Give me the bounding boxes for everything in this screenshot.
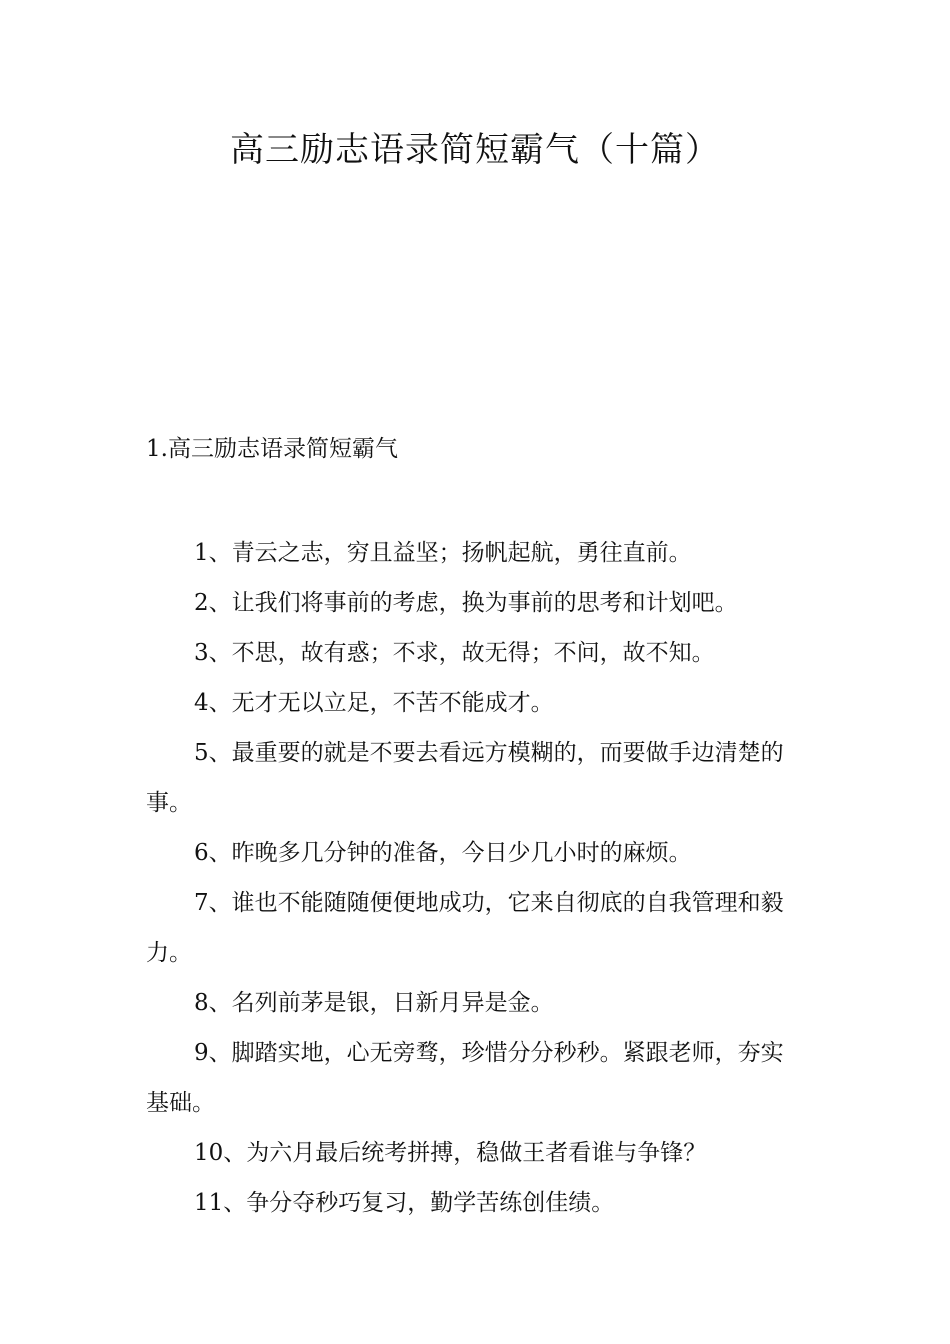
document-title: 高三励志语录简短霸气（十篇）	[230, 130, 720, 170]
quote-paragraph: 5、最重要的就是不要去看远方模糊的，而要做手边清楚的事。	[146, 740, 784, 816]
section-heading: 1.高三励志语录简短霸气	[146, 436, 398, 462]
quote-paragraph: 11、争分夺秒巧复习，勤学苦练创佳绩。	[194, 1190, 615, 1216]
quote-paragraph: 9、脚踏实地，心无旁骛，珍惜分分秒秒。紧跟老师，夯实基础。	[146, 1040, 784, 1116]
quote-paragraph: 2、让我们将事前的考虑，换为事前的思考和计划吧。	[194, 590, 738, 616]
quote-paragraph: 7、谁也不能随随便便地成功，它来自彻底的自我管理和毅力。	[146, 890, 784, 966]
quote-paragraph: 4、无才无以立足，不苦不能成才。	[194, 690, 554, 716]
quote-paragraph: 1、青云之志，穷且益坚；扬帆起航，勇往直前。	[194, 540, 692, 566]
quote-list	[146, 528, 806, 1228]
quote-paragraph: 8、名列前茅是银，日新月异是金。	[194, 990, 554, 1016]
quote-paragraph: 10、为六月最后统考拼搏，稳做王者看谁与争锋？	[194, 1140, 707, 1166]
quote-paragraph: 6、昨晚多几分钟的准备，今日少几小时的麻烦。	[194, 840, 692, 866]
quote-paragraph: 3、不思，故有惑；不求，故无得；不问，故不知。	[194, 640, 715, 666]
